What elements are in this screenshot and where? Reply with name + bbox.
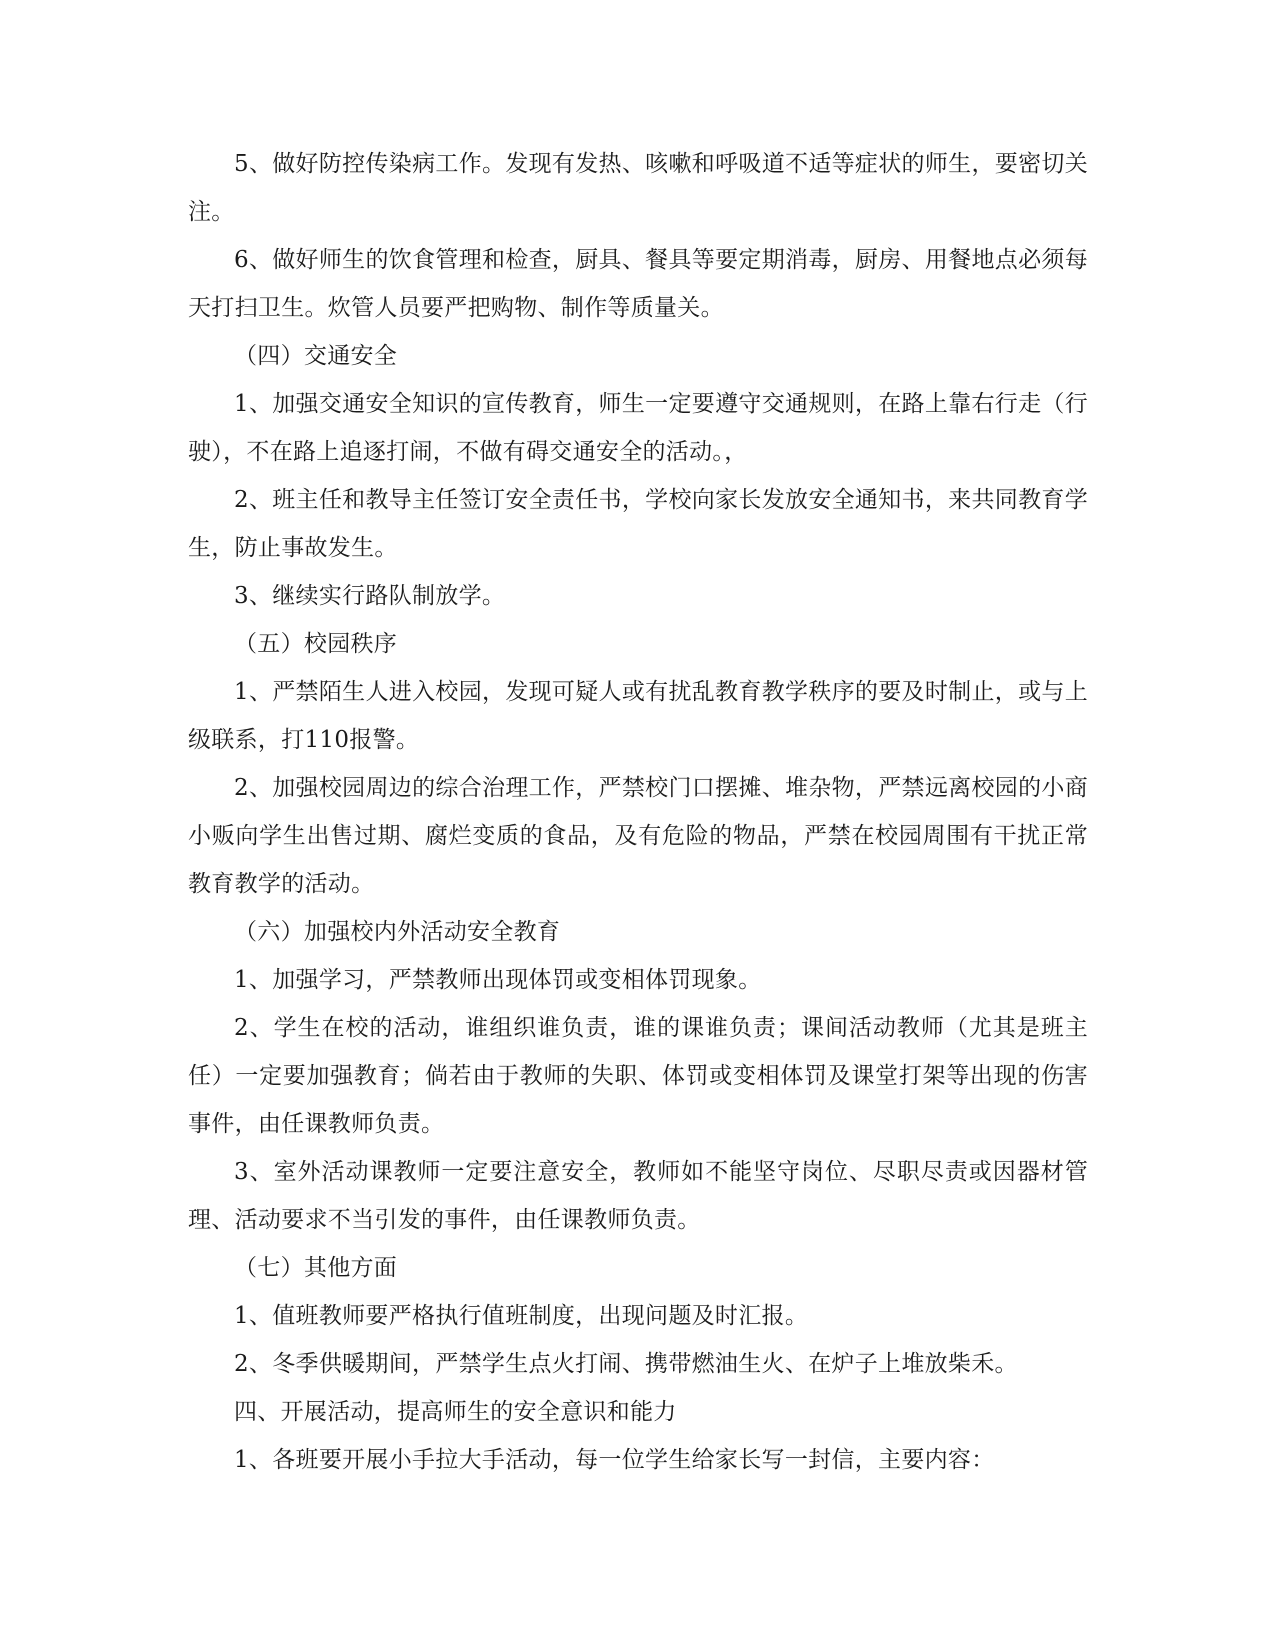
heading-campus-order: （五）校园秩序 — [234, 631, 398, 657]
heading-section-four: 四、开展活动，提高师生的安全意识和能力 — [234, 1399, 677, 1425]
paragraph-item-5: 5、做好防控传染病工作。发现有发热、咳嗽和呼吸道不适等症状的师生，要密切关注。 — [188, 151, 1088, 225]
paragraph-section-four-1: 1、各班要开展小手拉大手活动，每一位学生给家长写一封信，主要内容： — [234, 1447, 995, 1473]
paragraph-campus-1: 1、严禁陌生人进入校园，发现可疑人或有扰乱教育教学秩序的要及时制止，或与上级联系，打110报警。 — [188, 679, 1088, 753]
paragraph-traffic-3: 3、继续实行路队制放学。 — [234, 583, 506, 609]
paragraph-traffic-1: 1、加强交通安全知识的宣传教育，师生一定要遵守交通规则，在路上靠右行走（行驶），不在路上追逐打闹，不做有碍交通安全的活动。， — [188, 391, 1088, 465]
paragraph-traffic-2: 2、班主任和教导主任签订安全责任书，学校向家长发放安全通知书，来共同教育学生，防止事故发生。 — [188, 487, 1088, 561]
paragraph-other-2: 2、冬季供暖期间，严禁学生点火打闹、携带燃油生火、在炉子上堆放柴禾。 — [234, 1351, 1018, 1377]
heading-activity-safety: （六）加强校内外活动安全教育 — [234, 919, 561, 945]
paragraph-activity-2: 2、学生在校的活动，谁组织谁负责，谁的课谁负责；课间活动教师（尤其是班主任）一定要加强教育；倘若由于教师的失职、体罚或变相体罚及课堂打架等出现的伤害事件，由任课教师负责。 — [188, 1015, 1088, 1137]
paragraph-activity-1: 1、加强学习，严禁教师出现体罚或变相体罚现象。 — [234, 967, 762, 993]
paragraph-campus-2: 2、加强校园周边的综合治理工作，严禁校门口摆摊、堆杂物，严禁远离校园的小商小贩向学生出售过期、腐烂变质的食品，及有危险的物品，严禁在校园周围有干扰正常教育教学的活动。 — [188, 775, 1088, 897]
heading-traffic-safety: （四）交通安全 — [234, 343, 398, 369]
paragraph-item-6: 6、做好师生的饮食管理和检查，厨具、餐具等要定期消毒，厨房、用餐地点必须每天打扫卫生。炊管人员要严把购物、制作等质量关。 — [188, 247, 1088, 321]
paragraph-other-1: 1、值班教师要严格执行值班制度，出现问题及时汇报。 — [234, 1303, 809, 1329]
document-body — [188, 140, 1088, 1484]
paragraph-activity-3: 3、室外活动课教师一定要注意安全，教师如不能坚守岗位、尽职尽责或因器材管理、活动要求不当引发的事件，由任课教师负责。 — [188, 1159, 1088, 1233]
heading-other-aspects: （七）其他方面 — [234, 1255, 398, 1281]
